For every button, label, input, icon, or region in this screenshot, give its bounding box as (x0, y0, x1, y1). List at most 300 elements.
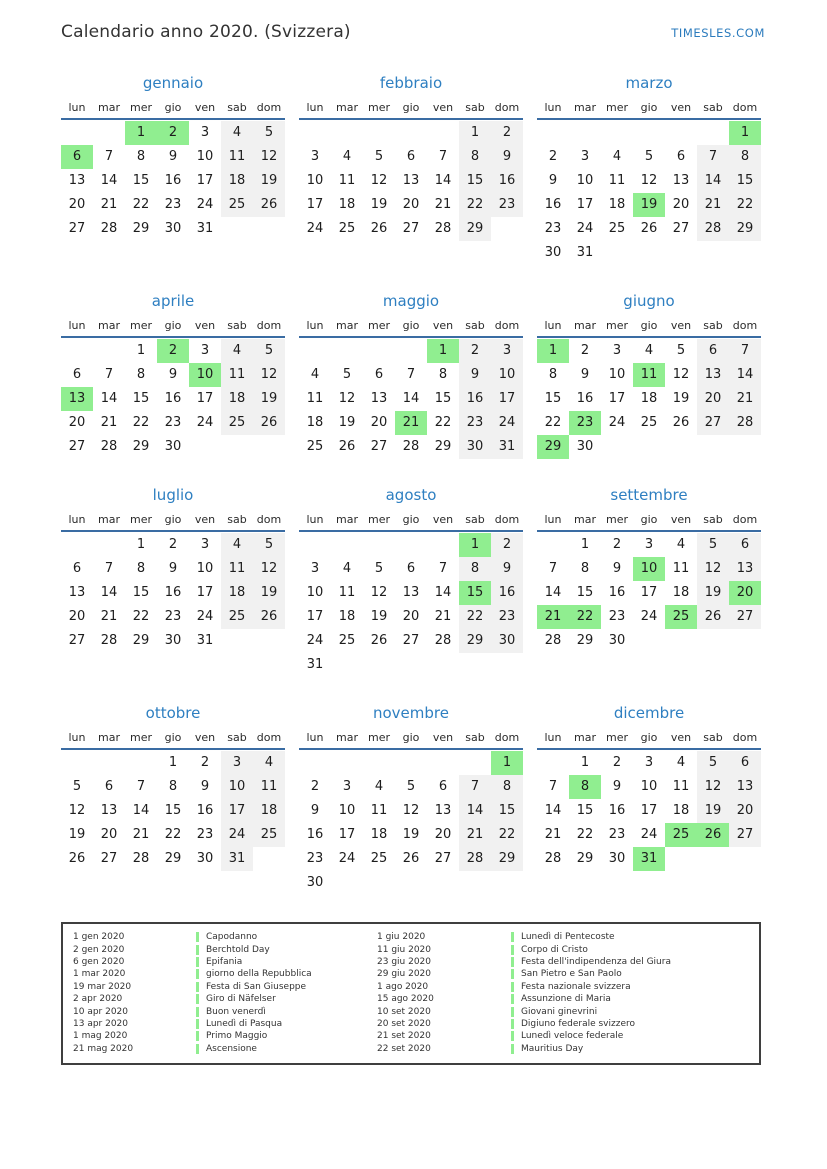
day-cell: 14 (729, 363, 761, 387)
legend-entry (377, 1005, 759, 1017)
legend-holiday-name: San Pietro e San Paolo (521, 969, 622, 980)
day-cell: 13 (370, 391, 388, 406)
weekday-label: lun (544, 731, 562, 744)
day-cell: 12 (402, 803, 420, 818)
day-cell: 18 (253, 799, 285, 823)
day-cell: 27 (402, 633, 420, 648)
holiday-marker-bar (196, 957, 199, 967)
day-cell: 25 (221, 411, 253, 435)
month-calendar (537, 292, 761, 459)
holiday-marker-bar (196, 969, 199, 979)
weekday-header-row (537, 319, 761, 338)
day-cell: 18 (306, 415, 324, 430)
day-cell: 6 (406, 149, 416, 164)
day-cell: 8 (459, 557, 491, 581)
day-cell: 1 (580, 537, 590, 552)
day-cell: 8 (459, 145, 491, 169)
legend-entry (377, 981, 759, 993)
day-cell: 22 (491, 823, 523, 847)
day-cell: 16 (196, 803, 214, 818)
day-cell: 14 (544, 803, 562, 818)
legend-holiday-name: Lunedì di Pasqua (206, 1018, 283, 1029)
empty-day-cell (633, 121, 665, 145)
weekday-label: gio (640, 319, 658, 332)
legend-entry (377, 993, 759, 1005)
weekday-label: gio (402, 731, 420, 744)
empty-day-cell (537, 751, 569, 775)
day-cell: 22 (459, 193, 491, 217)
day-cell: 10 (306, 173, 324, 188)
day-cell: 5 (253, 339, 285, 363)
legend-entry (73, 1005, 377, 1017)
day-cell: 16 (608, 803, 626, 818)
weekday-label: gio (640, 731, 658, 744)
empty-day-cell (363, 533, 395, 557)
empty-day-cell (299, 339, 331, 363)
legend-date: 10 set 2020 (377, 1006, 431, 1017)
weekday-label: sab (465, 101, 485, 114)
site-link[interactable]: TIMESLES.COM (671, 26, 765, 40)
day-cell: 25 (253, 823, 285, 847)
day-cell: 24 (640, 609, 658, 624)
empty-day-cell (363, 121, 395, 145)
legend-date: 1 mag 2020 (73, 1031, 128, 1042)
day-cell: 26 (370, 633, 388, 648)
day-cell: 6 (406, 561, 416, 576)
legend-date: 19 mar 2020 (73, 981, 132, 992)
day-cell: 3 (342, 779, 352, 794)
month-title: febbraio (379, 74, 443, 92)
holiday-marker-bar (511, 1007, 514, 1017)
weekday-label: lun (68, 319, 86, 332)
day-cell: 20 (729, 799, 761, 823)
day-cell: 22 (164, 827, 182, 842)
legend-entry (377, 1030, 759, 1042)
day-cell: 15 (576, 803, 594, 818)
legend-holiday-name: Capodanno (206, 932, 258, 943)
day-cell: 24 (196, 197, 214, 212)
holiday-day-cell: 1 (537, 339, 569, 363)
day-cell: 18 (221, 581, 253, 605)
day-cell: 26 (402, 851, 420, 866)
day-cell: 15 (576, 585, 594, 600)
day-cell: 10 (196, 149, 214, 164)
day-cell: 16 (164, 585, 182, 600)
day-cell: 5 (342, 367, 352, 382)
day-cell: 16 (608, 585, 626, 600)
day-cell: 26 (338, 439, 356, 454)
weekday-label: dom (256, 731, 282, 744)
day-cell: 26 (68, 851, 86, 866)
weekday-header-row (61, 513, 285, 532)
day-cell: 23 (544, 221, 562, 236)
day-cell: 7 (548, 561, 558, 576)
day-cell: 20 (68, 197, 86, 212)
day-cell: 16 (306, 827, 324, 842)
month-calendar (61, 704, 285, 871)
month-title: novembre (373, 704, 449, 722)
weekday-label: gio (164, 101, 182, 114)
day-cell: 4 (221, 339, 253, 363)
day-cell: 29 (459, 217, 491, 241)
day-cell: 4 (612, 149, 622, 164)
day-cell: 22 (132, 609, 150, 624)
month-title: settembre (610, 486, 688, 504)
legend-entry (377, 943, 759, 955)
weekday-label: dom (256, 319, 282, 332)
day-cell: 20 (434, 827, 452, 842)
weekday-label: ven (432, 731, 454, 744)
legend-holiday-name: Epifania (206, 956, 243, 967)
day-cell: 29 (459, 629, 491, 653)
day-cell: 28 (100, 439, 118, 454)
empty-day-cell (61, 121, 93, 145)
holiday-marker-bar (511, 969, 514, 979)
day-cell: 12 (370, 585, 388, 600)
day-cell: 16 (544, 197, 562, 212)
day-cell: 22 (729, 193, 761, 217)
day-cell: 30 (491, 629, 523, 653)
weekday-label: lun (306, 319, 324, 332)
legend-date: 1 gen 2020 (73, 932, 125, 943)
day-cell: 28 (544, 633, 562, 648)
holiday-day-cell: 29 (537, 435, 569, 459)
empty-day-cell (665, 121, 697, 145)
month-title: dicembre (613, 704, 685, 722)
day-cell: 27 (434, 851, 452, 866)
weekday-label: mer (129, 319, 152, 332)
legend-holiday-name: Festa dell'indipendenza del Giura (521, 956, 671, 967)
day-cell: 25 (370, 851, 388, 866)
day-cell: 22 (544, 415, 562, 430)
weekday-label: mer (129, 731, 152, 744)
day-cell: 16 (164, 173, 182, 188)
weekday-label: mar (98, 101, 120, 114)
day-cell: 14 (434, 585, 452, 600)
day-cell: 16 (459, 387, 491, 411)
day-cell: 24 (576, 221, 594, 236)
weekday-label: mer (129, 101, 152, 114)
day-cell: 13 (402, 173, 420, 188)
day-cell: 24 (608, 415, 626, 430)
day-cell: 24 (196, 609, 214, 624)
holiday-marker-bar (511, 945, 514, 955)
month-calendar (61, 292, 285, 459)
weekday-label: mer (367, 731, 390, 744)
empty-day-cell (93, 751, 125, 775)
day-cell: 8 (136, 149, 146, 164)
day-cell: 11 (370, 803, 388, 818)
day-cell: 27 (729, 823, 761, 847)
month-title: aprile (151, 292, 195, 310)
day-cell: 15 (729, 169, 761, 193)
day-cell: 6 (72, 367, 82, 382)
day-cell: 19 (370, 197, 388, 212)
holiday-marker-bar (511, 932, 514, 942)
weekday-label: sab (703, 731, 723, 744)
day-cell: 27 (402, 221, 420, 236)
day-cell: 13 (68, 585, 86, 600)
holiday-day-cell: 8 (569, 775, 601, 799)
page-header (61, 22, 765, 42)
holiday-day-cell: 21 (537, 605, 569, 629)
empty-day-cell (125, 751, 157, 775)
day-cell: 10 (576, 173, 594, 188)
day-cell: 13 (100, 803, 118, 818)
empty-day-cell (299, 751, 331, 775)
legend-entry (377, 931, 759, 943)
weekday-label: mar (336, 319, 358, 332)
day-cell: 14 (697, 169, 729, 193)
day-cell: 9 (459, 363, 491, 387)
day-cell: 2 (491, 533, 523, 557)
day-cell: 27 (729, 605, 761, 629)
day-cell: 11 (221, 557, 253, 581)
legend-date: 15 ago 2020 (377, 994, 434, 1005)
day-grid (61, 121, 285, 241)
month-calendar (537, 486, 761, 653)
weekday-label: mer (367, 319, 390, 332)
day-cell: 5 (253, 121, 285, 145)
day-cell: 2 (310, 779, 320, 794)
day-cell: 6 (697, 339, 729, 363)
weekday-label: lun (544, 513, 562, 526)
weekday-label: ven (194, 731, 216, 744)
day-cell: 25 (338, 633, 356, 648)
day-cell: 1 (136, 343, 146, 358)
month-calendar (61, 486, 285, 653)
weekday-label: mar (98, 731, 120, 744)
day-cell: 27 (68, 221, 86, 236)
holiday-day-cell: 22 (569, 605, 601, 629)
legend-column (73, 931, 377, 1055)
month-title: giugno (623, 292, 675, 310)
weekday-label: sab (465, 731, 485, 744)
day-cell: 23 (164, 415, 182, 430)
day-cell: 9 (612, 779, 622, 794)
day-cell: 29 (132, 439, 150, 454)
day-grid (299, 121, 523, 241)
weekday-label: gio (640, 101, 658, 114)
day-cell: 8 (729, 145, 761, 169)
day-cell: 10 (221, 775, 253, 799)
day-cell: 26 (697, 605, 729, 629)
day-cell: 18 (370, 827, 388, 842)
month-calendar (61, 74, 285, 241)
weekday-label: gio (164, 513, 182, 526)
day-cell: 31 (576, 245, 594, 260)
day-cell: 27 (697, 411, 729, 435)
legend-date: 2 apr 2020 (73, 994, 123, 1005)
day-cell: 26 (253, 193, 285, 217)
legend-holiday-name: Buon venerdì (206, 1006, 266, 1017)
empty-day-cell (331, 121, 363, 145)
day-cell: 7 (104, 149, 114, 164)
day-cell: 30 (196, 851, 214, 866)
day-cell: 21 (100, 415, 118, 430)
legend-date: 1 ago 2020 (377, 981, 429, 992)
weekday-label: mar (336, 513, 358, 526)
day-cell: 5 (697, 751, 729, 775)
day-cell: 19 (697, 581, 729, 605)
weekday-label: mar (98, 319, 120, 332)
legend-date: 1 mar 2020 (73, 969, 126, 980)
day-cell: 19 (253, 581, 285, 605)
day-cell: 6 (729, 751, 761, 775)
day-cell: 10 (491, 363, 523, 387)
legend-entry (73, 981, 377, 993)
day-cell: 9 (200, 779, 210, 794)
day-cell: 20 (370, 415, 388, 430)
day-cell: 12 (672, 367, 690, 382)
day-cell: 14 (544, 585, 562, 600)
weekday-label: ven (432, 101, 454, 114)
holiday-marker-bar (511, 1044, 514, 1054)
legend-holiday-name: Lunedì di Pentecoste (521, 932, 615, 943)
day-cell: 18 (608, 197, 626, 212)
weekday-label: mer (605, 731, 628, 744)
legend-holiday-name: giorno della Repubblica (206, 969, 312, 980)
day-cell: 28 (402, 439, 420, 454)
weekday-label: mer (605, 513, 628, 526)
empty-day-cell (697, 121, 729, 145)
month-calendar (537, 74, 761, 265)
legend-date: 22 set 2020 (377, 1043, 431, 1054)
day-cell: 1 (168, 755, 178, 770)
weekday-header-row (299, 101, 523, 120)
legend-date: 2 gen 2020 (73, 944, 125, 955)
day-cell: 4 (221, 121, 253, 145)
day-cell: 14 (100, 173, 118, 188)
weekday-label: mer (129, 513, 152, 526)
day-cell: 5 (72, 779, 82, 794)
month-calendar (299, 74, 523, 241)
day-cell: 30 (306, 875, 324, 890)
empty-day-cell (427, 533, 459, 557)
holiday-day-cell: 6 (61, 145, 93, 169)
day-cell: 24 (338, 851, 356, 866)
day-cell: 21 (132, 827, 150, 842)
empty-day-cell (61, 533, 93, 557)
day-cell: 6 (676, 149, 686, 164)
holiday-marker-bar (196, 1044, 199, 1054)
day-cell: 4 (374, 779, 384, 794)
day-cell: 17 (491, 387, 523, 411)
day-cell: 12 (338, 391, 356, 406)
day-cell: 16 (164, 391, 182, 406)
day-cell: 21 (459, 823, 491, 847)
day-grid (61, 533, 285, 653)
month-title: marzo (625, 74, 673, 92)
day-cell: 4 (253, 751, 285, 775)
day-cell: 2 (491, 121, 523, 145)
weekday-label: mar (574, 319, 596, 332)
day-cell: 29 (491, 847, 523, 871)
weekday-label: mer (605, 101, 628, 114)
day-cell: 11 (221, 145, 253, 169)
day-cell: 3 (310, 561, 320, 576)
day-cell: 21 (100, 609, 118, 624)
day-cell: 2 (200, 755, 210, 770)
weekday-label: dom (732, 513, 758, 526)
day-cell: 14 (434, 173, 452, 188)
day-cell: 9 (310, 803, 320, 818)
page-title: Calendario anno 2020. (Svizzera) (61, 22, 351, 42)
day-cell: 30 (544, 245, 562, 260)
day-cell: 29 (729, 217, 761, 241)
weekday-label: ven (670, 319, 692, 332)
empty-day-cell (537, 533, 569, 557)
day-cell: 7 (104, 367, 114, 382)
empty-day-cell (459, 751, 491, 775)
empty-day-cell (331, 751, 363, 775)
day-cell: 30 (164, 633, 182, 648)
legend-date: 10 apr 2020 (73, 1006, 129, 1017)
holiday-day-cell: 10 (633, 557, 665, 581)
holiday-day-cell: 13 (61, 387, 93, 411)
day-cell: 20 (402, 197, 420, 212)
day-cell: 17 (306, 609, 324, 624)
month-title: maggio (382, 292, 440, 310)
month-calendar (537, 704, 761, 871)
day-cell: 25 (221, 193, 253, 217)
day-cell: 29 (132, 221, 150, 236)
day-cell: 22 (576, 827, 594, 842)
day-grid (299, 339, 523, 459)
legend-entry (73, 993, 377, 1005)
day-cell: 14 (132, 803, 150, 818)
weekday-header-row (299, 513, 523, 532)
day-cell: 24 (196, 415, 214, 430)
legend-date: 1 giu 2020 (377, 932, 426, 943)
day-grid (299, 533, 523, 677)
holiday-day-cell: 21 (395, 411, 427, 435)
day-cell: 25 (221, 605, 253, 629)
day-cell: 31 (221, 847, 253, 871)
holiday-marker-bar (511, 957, 514, 967)
day-cell: 19 (402, 827, 420, 842)
weekday-label: dom (732, 101, 758, 114)
legend-holiday-name: Lunedì veloce federale (521, 1031, 624, 1042)
day-cell: 19 (253, 387, 285, 411)
weekday-label: sab (227, 319, 247, 332)
legend-holiday-name: Giro di Näfelser (206, 994, 276, 1005)
empty-day-cell (299, 533, 331, 557)
day-cell: 27 (100, 851, 118, 866)
legend-entry (73, 956, 377, 968)
day-cell: 3 (200, 537, 210, 552)
day-cell: 13 (68, 173, 86, 188)
day-cell: 23 (459, 411, 491, 435)
day-cell: 12 (640, 173, 658, 188)
day-cell: 2 (548, 149, 558, 164)
day-cell: 19 (697, 799, 729, 823)
weekday-label: lun (306, 101, 324, 114)
day-cell: 3 (491, 339, 523, 363)
weekday-label: mar (574, 101, 596, 114)
day-cell: 23 (196, 827, 214, 842)
day-cell: 11 (608, 173, 626, 188)
day-cell: 24 (306, 221, 324, 236)
day-cell: 15 (164, 803, 182, 818)
day-cell: 23 (608, 827, 626, 842)
day-cell: 16 (491, 581, 523, 605)
day-cell: 19 (338, 415, 356, 430)
legend-column (377, 931, 759, 1055)
weekday-label: lun (68, 731, 86, 744)
weekday-header-row (61, 731, 285, 750)
day-cell: 8 (136, 561, 146, 576)
